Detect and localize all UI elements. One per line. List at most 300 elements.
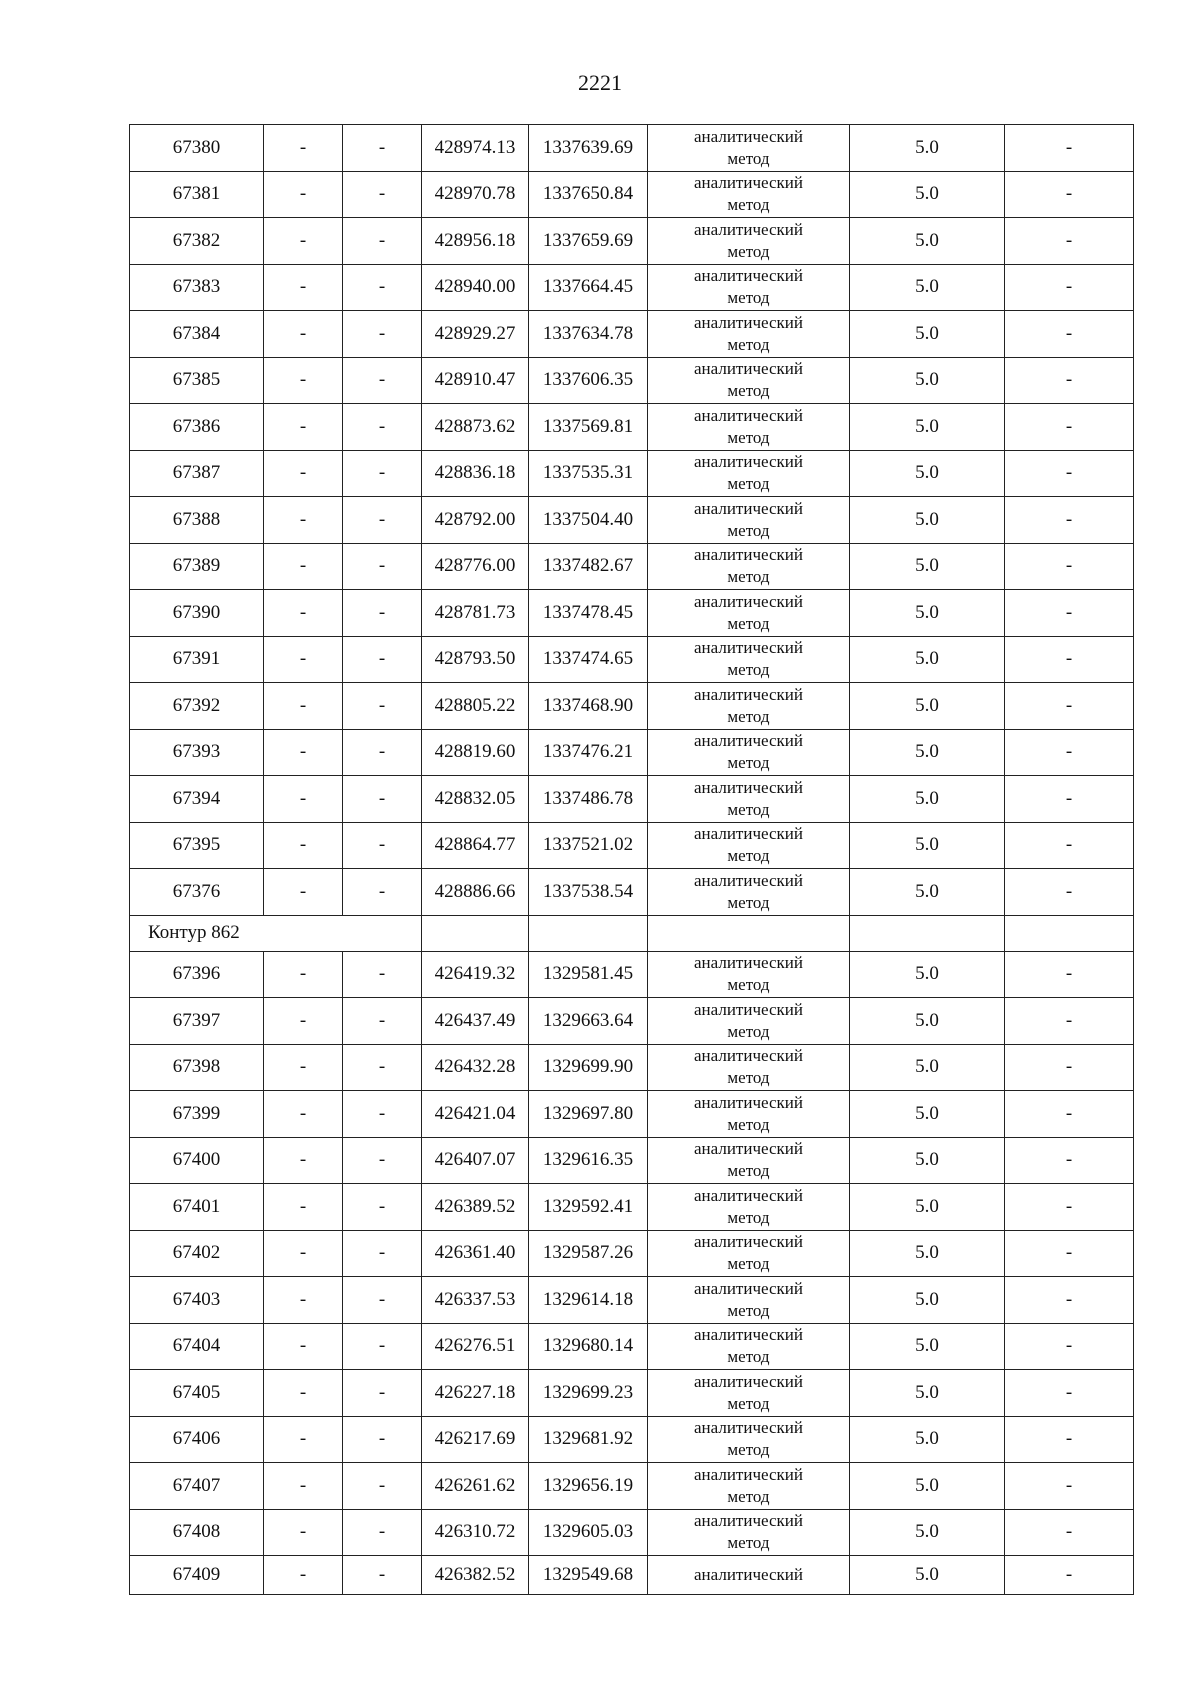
dash-cell: - [343,1230,422,1277]
dash-cell: - [264,590,343,637]
y-coordinate-cell: 1337634.78 [529,311,648,358]
x-coordinate-cell: 426261.62 [422,1463,529,1510]
dash-cell: - [1005,1463,1134,1510]
section-label: Контур 862 [130,915,422,951]
dash-cell: - [1005,264,1134,311]
dash-cell: - [343,951,422,998]
x-coordinate-cell: 428974.13 [422,125,529,172]
table-row [130,1137,1134,1184]
point-id-cell: 67391 [130,636,264,683]
dash-cell: - [264,1277,343,1324]
accuracy-cell: 5.0 [850,311,1005,358]
method-cell [648,1556,850,1595]
accuracy-cell: 5.0 [850,264,1005,311]
accuracy-cell: 5.0 [850,998,1005,1045]
dash-cell: - [264,951,343,998]
x-coordinate-cell: 426389.52 [422,1184,529,1231]
dash-cell: - [1005,1091,1134,1138]
x-coordinate-cell: 428886.66 [422,869,529,916]
method-cell [648,590,850,637]
dash-cell: - [1005,218,1134,265]
point-id-cell: 67380 [130,125,264,172]
method-cell [648,1416,850,1463]
dash-cell: - [343,497,422,544]
point-id-cell: 67405 [130,1370,264,1417]
dash-cell: - [343,1509,422,1556]
table-row [130,404,1134,451]
method-line-1: аналитический [694,266,803,286]
method-line-2: метод [727,799,770,819]
y-coordinate-cell: 1337478.45 [529,590,648,637]
dash-cell: - [264,450,343,497]
dash-cell: - [264,1137,343,1184]
dash-cell: - [343,729,422,776]
dash-cell: - [264,264,343,311]
x-coordinate-cell: 426310.72 [422,1509,529,1556]
point-id-cell: 67399 [130,1091,264,1138]
dash-cell: - [1005,1370,1134,1417]
dash-cell: - [343,125,422,172]
point-id-cell: 67409 [130,1556,264,1595]
empty-cell [422,915,529,951]
x-coordinate-cell: 428792.00 [422,497,529,544]
dash-cell: - [264,683,343,730]
point-id-cell: 67398 [130,1044,264,1091]
method-line-1: аналитический [694,999,803,1019]
method-line-1: аналитический [694,638,803,658]
table-row [130,543,1134,590]
point-id-cell: 67382 [130,218,264,265]
dash-cell: - [1005,450,1134,497]
y-coordinate-cell: 1337569.81 [529,404,648,451]
x-coordinate-cell: 426437.49 [422,998,529,1045]
point-id-cell: 67401 [130,1184,264,1231]
dash-cell: - [1005,869,1134,916]
dash-cell: - [1005,1230,1134,1277]
dash-cell: - [1005,171,1134,218]
table-row [130,998,1134,1045]
y-coordinate-cell: 1329699.23 [529,1370,648,1417]
x-coordinate-cell: 426421.04 [422,1091,529,1138]
method-line-2: метод [727,195,770,215]
method-line-2: метод [727,1207,770,1227]
method-line-1: аналитический [694,1139,803,1159]
dash-cell: - [264,125,343,172]
dash-cell: - [1005,729,1134,776]
table-row [130,497,1134,544]
x-coordinate-cell: 428940.00 [422,264,529,311]
dash-cell: - [264,357,343,404]
table-row [130,125,1134,172]
y-coordinate-cell: 1337535.31 [529,450,648,497]
method-cell [648,1044,850,1091]
method-line-2: метод [727,975,770,995]
x-coordinate-cell: 428929.27 [422,311,529,358]
method-line-1: аналитический [694,777,803,797]
method-line-2: метод [727,892,770,912]
dash-cell: - [264,1556,343,1595]
point-id-cell: 67385 [130,357,264,404]
table-row [130,590,1134,637]
page-number: 2221 [578,70,622,95]
method-line-2: метод [727,660,770,680]
accuracy-cell: 5.0 [850,1277,1005,1324]
method-cell [648,311,850,358]
method-line-1: аналитический [694,126,803,146]
method-line-2: метод [727,567,770,587]
point-id-cell: 67404 [130,1323,264,1370]
dash-cell: - [1005,1323,1134,1370]
method-cell [648,951,850,998]
dash-cell: - [1005,951,1134,998]
dash-cell: - [343,450,422,497]
table-row [130,171,1134,218]
dash-cell: - [343,1323,422,1370]
point-id-cell: 67388 [130,497,264,544]
method-line-1: аналитический [694,1418,803,1438]
method-line-2: метод [727,1161,770,1181]
method-cell [648,218,850,265]
accuracy-cell: 5.0 [850,1137,1005,1184]
dash-cell: - [1005,1556,1134,1595]
dash-cell: - [1005,1277,1134,1324]
dash-cell: - [343,1277,422,1324]
x-coordinate-cell: 426337.53 [422,1277,529,1324]
dash-cell: - [343,822,422,869]
table-row [130,1509,1134,1556]
y-coordinate-cell: 1329697.80 [529,1091,648,1138]
empty-cell [529,915,648,951]
dash-cell: - [1005,683,1134,730]
method-line-1: аналитический [694,1185,803,1205]
accuracy-cell: 5.0 [850,869,1005,916]
table-row [130,1277,1134,1324]
dash-cell: - [1005,311,1134,358]
dash-cell: - [1005,404,1134,451]
method-line-2: метод [727,1533,770,1553]
y-coordinate-cell: 1329681.92 [529,1416,648,1463]
method-line-1: аналитический [694,731,803,751]
table-body [130,125,1134,1595]
method-line-2: метод [727,334,770,354]
point-id-cell: 67395 [130,822,264,869]
dash-cell: - [343,776,422,823]
dash-cell: - [1005,1416,1134,1463]
dash-cell: - [1005,636,1134,683]
dash-cell: - [343,1370,422,1417]
method-cell [648,450,850,497]
accuracy-cell: 5.0 [850,1463,1005,1510]
method-line-2: метод [727,1114,770,1134]
x-coordinate-cell: 428873.62 [422,404,529,451]
point-id-cell: 67403 [130,1277,264,1324]
accuracy-cell: 5.0 [850,1416,1005,1463]
y-coordinate-cell: 1337468.90 [529,683,648,730]
accuracy-cell: 5.0 [850,1091,1005,1138]
table-row [130,1463,1134,1510]
dash-cell: - [1005,497,1134,544]
y-coordinate-cell: 1329699.90 [529,1044,648,1091]
method-cell [648,822,850,869]
point-id-cell: 67384 [130,311,264,358]
method-line-2: метод [727,520,770,540]
method-cell [648,869,850,916]
accuracy-cell: 5.0 [850,1556,1005,1595]
method-line-1: аналитический [694,870,803,890]
accuracy-cell: 5.0 [850,636,1005,683]
point-id-cell: 67394 [130,776,264,823]
method-line-2: метод [727,1347,770,1367]
y-coordinate-cell: 1329616.35 [529,1137,648,1184]
method-line-1: аналитический [694,452,803,472]
x-coordinate-cell: 428781.73 [422,590,529,637]
accuracy-cell: 5.0 [850,125,1005,172]
dash-cell: - [1005,357,1134,404]
method-cell [648,683,850,730]
method-line-1: аналитический [694,545,803,565]
y-coordinate-cell: 1337639.69 [529,125,648,172]
y-coordinate-cell: 1337504.40 [529,497,648,544]
accuracy-cell: 5.0 [850,1509,1005,1556]
method-cell [648,404,850,451]
y-coordinate-cell: 1329680.14 [529,1323,648,1370]
dash-cell: - [264,1463,343,1510]
table-row [130,729,1134,776]
accuracy-cell: 5.0 [850,404,1005,451]
dash-cell: - [1005,590,1134,637]
dash-cell: - [264,1509,343,1556]
dash-cell: - [343,1091,422,1138]
x-coordinate-cell: 428910.47 [422,357,529,404]
point-id-cell: 67386 [130,404,264,451]
dash-cell: - [343,171,422,218]
point-id-cell: 67407 [130,1463,264,1510]
table-row [130,822,1134,869]
dash-cell: - [264,1230,343,1277]
method-line-2: метод [727,1300,770,1320]
method-cell [648,1184,850,1231]
method-line-2: метод [727,148,770,168]
method-cell [648,1509,850,1556]
dash-cell: - [264,1416,343,1463]
dash-cell: - [343,1416,422,1463]
dash-cell: - [343,1044,422,1091]
dash-cell: - [343,683,422,730]
dash-cell: - [1005,543,1134,590]
point-id-cell: 67383 [130,264,264,311]
accuracy-cell: 5.0 [850,822,1005,869]
accuracy-cell: 5.0 [850,951,1005,998]
method-line-1: аналитический [694,591,803,611]
dash-cell: - [264,1370,343,1417]
dash-cell: - [264,998,343,1045]
x-coordinate-cell: 428864.77 [422,822,529,869]
y-coordinate-cell: 1329581.45 [529,951,648,998]
dash-cell: - [343,1463,422,1510]
dash-cell: - [264,1091,343,1138]
dash-cell: - [264,311,343,358]
dash-cell: - [343,357,422,404]
accuracy-cell: 5.0 [850,1323,1005,1370]
method-cell [648,543,850,590]
table-row [130,1416,1134,1463]
method-line-1: аналитический [694,359,803,379]
method-line-1: аналитический [694,1278,803,1298]
accuracy-cell: 5.0 [850,1230,1005,1277]
table-row [130,1184,1134,1231]
accuracy-cell: 5.0 [850,357,1005,404]
y-coordinate-cell: 1329663.64 [529,998,648,1045]
dash-cell: - [264,1323,343,1370]
accuracy-cell: 5.0 [850,450,1005,497]
method-cell [648,1323,850,1370]
table-row [130,869,1134,916]
method-line-1: аналитический [694,312,803,332]
y-coordinate-cell: 1329549.68 [529,1556,648,1595]
table-row [130,683,1134,730]
dash-cell: - [264,497,343,544]
method-line-1: аналитический [694,1325,803,1345]
method-cell [648,171,850,218]
table-row [130,1091,1134,1138]
point-id-cell: 67396 [130,951,264,998]
y-coordinate-cell: 1337659.69 [529,218,648,265]
y-coordinate-cell: 1329592.41 [529,1184,648,1231]
x-coordinate-cell: 428805.22 [422,683,529,730]
dash-cell: - [1005,998,1134,1045]
method-line-2: метод [727,427,770,447]
y-coordinate-cell: 1337606.35 [529,357,648,404]
method-cell [648,1230,850,1277]
point-id-cell: 67397 [130,998,264,1045]
y-coordinate-cell: 1337538.54 [529,869,648,916]
x-coordinate-cell: 426419.32 [422,951,529,998]
y-coordinate-cell: 1337650.84 [529,171,648,218]
method-line-2: метод [727,846,770,866]
dash-cell: - [343,218,422,265]
x-coordinate-cell: 426407.07 [422,1137,529,1184]
dash-cell: - [264,171,343,218]
table-row [130,1044,1134,1091]
dash-cell: - [343,869,422,916]
accuracy-cell: 5.0 [850,497,1005,544]
method-line-2: метод [727,474,770,494]
table-row [130,1370,1134,1417]
x-coordinate-cell: 426217.69 [422,1416,529,1463]
method-line-1: аналитический [694,824,803,844]
y-coordinate-cell: 1337521.02 [529,822,648,869]
dash-cell: - [1005,1509,1134,1556]
accuracy-cell: 5.0 [850,171,1005,218]
method-line-1: аналитический [694,1046,803,1066]
dash-cell: - [264,636,343,683]
method-cell [648,357,850,404]
dash-cell: - [1005,822,1134,869]
section-row [130,915,1134,951]
table-row [130,1230,1134,1277]
x-coordinate-cell: 426276.51 [422,1323,529,1370]
method-cell [648,1463,850,1510]
method-line-1: аналитический [694,1464,803,1484]
y-coordinate-cell: 1329614.18 [529,1277,648,1324]
point-id-cell: 67402 [130,1230,264,1277]
method-cell [648,1370,850,1417]
x-coordinate-cell: 426432.28 [422,1044,529,1091]
dash-cell: - [264,776,343,823]
table-row [130,311,1134,358]
point-id-cell: 67393 [130,729,264,776]
point-id-cell: 67392 [130,683,264,730]
x-coordinate-cell: 428819.60 [422,729,529,776]
table-row [130,951,1134,998]
table-row [130,450,1134,497]
dash-cell: - [1005,1044,1134,1091]
method-line-1: аналитический [694,1565,803,1584]
method-cell [648,636,850,683]
method-cell [648,497,850,544]
table-row [130,264,1134,311]
x-coordinate-cell: 426361.40 [422,1230,529,1277]
point-id-cell: 67408 [130,1509,264,1556]
dash-cell: - [343,636,422,683]
y-coordinate-cell: 1337474.65 [529,636,648,683]
dash-cell: - [264,218,343,265]
method-cell [648,264,850,311]
method-line-2: метод [727,613,770,633]
dash-cell: - [1005,1137,1134,1184]
point-id-cell: 67390 [130,590,264,637]
y-coordinate-cell: 1329656.19 [529,1463,648,1510]
coordinates-table [129,124,1134,1595]
y-coordinate-cell: 1337664.45 [529,264,648,311]
table-row [130,1323,1134,1370]
method-line-2: метод [727,241,770,261]
method-line-1: аналитический [694,173,803,193]
method-line-1: аналитический [694,1371,803,1391]
dash-cell: - [1005,776,1134,823]
accuracy-cell: 5.0 [850,543,1005,590]
point-id-cell: 67389 [130,543,264,590]
point-id-cell: 67376 [130,869,264,916]
point-id-cell: 67406 [130,1416,264,1463]
y-coordinate-cell: 1337486.78 [529,776,648,823]
empty-cell [1005,915,1134,951]
table-row [130,1556,1134,1595]
accuracy-cell: 5.0 [850,1044,1005,1091]
method-cell [648,125,850,172]
method-line-2: метод [727,1393,770,1413]
dash-cell: - [264,1044,343,1091]
point-id-cell: 67381 [130,171,264,218]
dash-cell: - [343,998,422,1045]
method-line-1: аналитический [694,1511,803,1531]
dash-cell: - [1005,125,1134,172]
accuracy-cell: 5.0 [850,1184,1005,1231]
method-line-1: аналитический [694,219,803,239]
dash-cell: - [343,1556,422,1595]
method-line-1: аналитический [694,498,803,518]
table-row [130,636,1134,683]
method-cell [648,1137,850,1184]
dash-cell: - [343,264,422,311]
x-coordinate-cell: 428776.00 [422,543,529,590]
method-line-2: метод [727,1254,770,1274]
dash-cell: - [264,822,343,869]
table-row [130,776,1134,823]
method-cell [648,1277,850,1324]
y-coordinate-cell: 1337476.21 [529,729,648,776]
method-line-2: метод [727,288,770,308]
